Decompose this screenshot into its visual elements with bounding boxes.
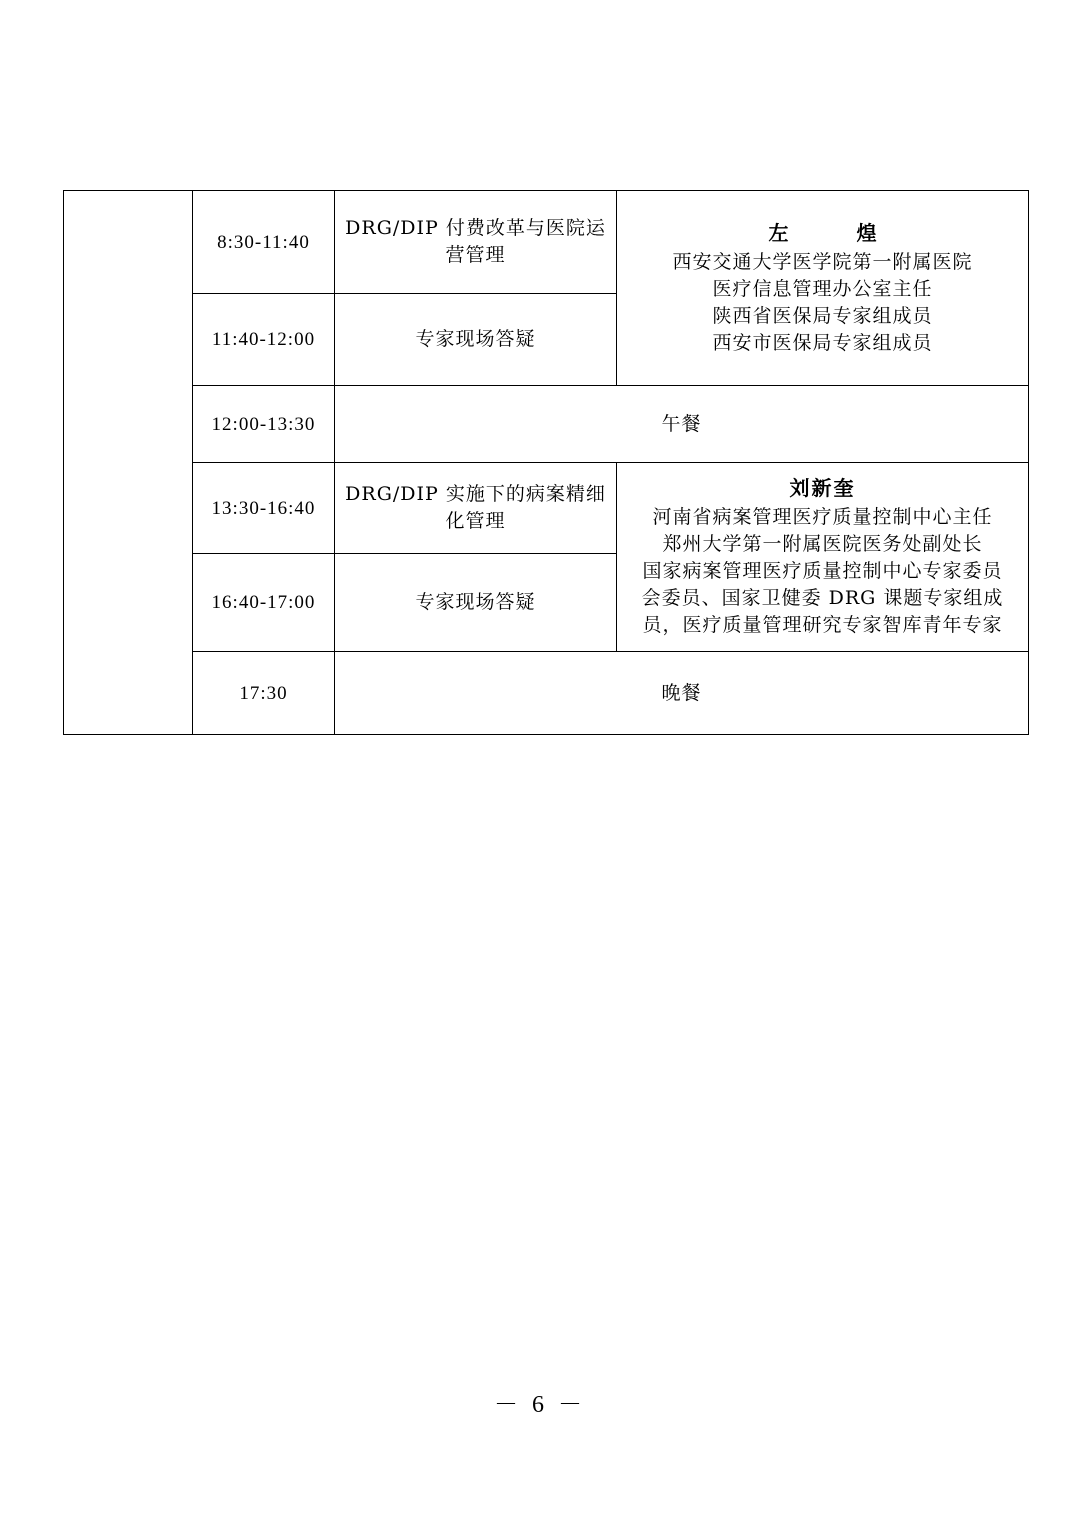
time-cell: 12:00-13:30 [193, 386, 335, 463]
table-row [64, 463, 1029, 554]
topic-cell: 专家现场答疑 [335, 294, 617, 386]
speaker-cell [617, 463, 1029, 652]
topic-cell: DRG/DIP 实施下的病案精细化管理 [335, 463, 617, 554]
speaker-title-line: 会委员、国家卫健委 DRG 课题专家组成 [641, 587, 1004, 609]
speaker-title-line: 西安市医保局专家组成员 [712, 331, 933, 354]
time-cell: 13:30-16:40 [193, 463, 335, 554]
day-cell [64, 191, 193, 735]
speaker-title-line: 郑州大学第一附属医院医务处副处长 [662, 533, 983, 555]
speaker-title-line: 河南省病案管理医疗质量控制中心主任 [652, 506, 993, 528]
time-cell: 16:40-17:00 [193, 554, 335, 652]
meal-cell: 午餐 [335, 386, 1029, 463]
table-row [64, 191, 1029, 294]
time-cell: 11:40-12:00 [193, 294, 335, 386]
speaker-title-line: 医疗信息管理办公室主任 [712, 277, 933, 300]
speaker-title-line: 国家病案管理医疗质量控制中心专家委员 [642, 560, 1003, 582]
table-row [64, 386, 1029, 463]
time-cell: 17:30 [193, 652, 335, 735]
page-number: － 6 － [494, 1392, 586, 1418]
topic-cell: 专家现场答疑 [335, 554, 617, 652]
speaker-name: 左 煌 [768, 220, 901, 245]
speaker-title-line: 陕西省医保局专家组成员 [712, 304, 933, 327]
meal-cell: 晚餐 [335, 652, 1029, 735]
speaker-title-line: 员，医疗质量管理研究专家智库青年专家 [642, 614, 1003, 636]
speaker-name: 刘新奎 [789, 476, 856, 500]
schedule-table [63, 190, 1029, 735]
topic-cell: DRG/DIP 付费改革与医院运营管理 [335, 191, 617, 294]
time-cell: 8:30-11:40 [193, 191, 335, 294]
table-row [64, 652, 1029, 735]
speaker-title-line: 西安交通大学医学院第一附属医院 [672, 250, 973, 273]
speaker-cell [617, 191, 1029, 386]
